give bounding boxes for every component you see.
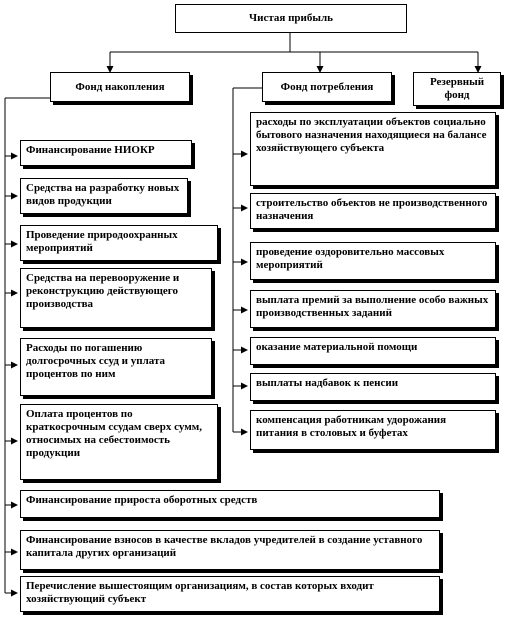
fund-accumulation-box xyxy=(50,72,190,102)
consumption-item-label: выплаты надбавок к пенсии xyxy=(256,377,399,389)
consumption-item-label: компенсация работникам удорожания питания в столовых и буфетах xyxy=(256,414,447,439)
fund-consumption-box xyxy=(262,72,392,102)
consumption-item xyxy=(250,290,496,328)
accumulation-item xyxy=(20,404,218,480)
consumption-item xyxy=(250,242,496,280)
fund-consumption-label: Фонд потребления xyxy=(280,80,374,93)
accumulation-item xyxy=(20,178,188,214)
consumption-item-label: оказание материальной помощи xyxy=(256,341,418,353)
consumption-item xyxy=(250,337,496,365)
accumulation-item-label: Проведение природоохранных мероприятий xyxy=(26,229,178,254)
accumulation-item-label: Расходы по погашению долгосрочных ссуд и уплата процентов по ним xyxy=(26,342,165,380)
accumulation-item xyxy=(20,576,440,612)
consumption-item-label: проведение оздоровительно массовых мероприятий xyxy=(256,246,445,271)
accumulation-item xyxy=(20,338,212,396)
accumulation-item xyxy=(20,140,192,166)
consumption-item-label: выплата премий за выполнение особо важных производственных заданий xyxy=(256,294,489,319)
consumption-item xyxy=(250,410,496,450)
accumulation-item-label: Средства на перевооружение и реконструкцию действующего производства xyxy=(26,272,180,310)
fund-accumulation-label: Фонд накопления xyxy=(75,80,165,93)
consumption-item xyxy=(250,112,496,186)
accumulation-item-label: Финансирование прироста оборотных средств xyxy=(26,494,258,506)
accumulation-item-label: Оплата процентов по краткосрочным ссудам сверх сумм, относимых на себестоимость продукции xyxy=(26,408,202,459)
root-label: Чистая прибыль xyxy=(249,12,333,24)
root-box xyxy=(175,4,407,33)
accumulation-item xyxy=(20,490,440,518)
fund-reserve-label: Резервный фонд xyxy=(429,76,485,101)
consumption-item xyxy=(250,373,496,401)
accumulation-item xyxy=(20,225,218,261)
consumption-item-label: строительство объектов не производственного назначения xyxy=(256,197,488,222)
accumulation-item xyxy=(20,268,212,328)
consumption-item xyxy=(250,193,496,229)
fund-reserve-box xyxy=(413,72,501,106)
accumulation-item-label: Перечисление вышестоящим организациям, в состав которых входит хозяйствующий субъект xyxy=(26,580,374,605)
accumulation-item-label: Финансирование НИОКР xyxy=(26,144,155,156)
accumulation-item-label: Финансирование взносов в качестве вкладов учредителей в создание уставного капитала других организаций xyxy=(26,534,423,559)
accumulation-item xyxy=(20,530,440,570)
consumption-item-label: расходы по эксплуатации объектов социально бытового назначения находящиеся на балансе хозяйствующего субъекта xyxy=(256,116,487,154)
accumulation-item-label: Средства на разработку новых видов продукции xyxy=(26,182,180,207)
